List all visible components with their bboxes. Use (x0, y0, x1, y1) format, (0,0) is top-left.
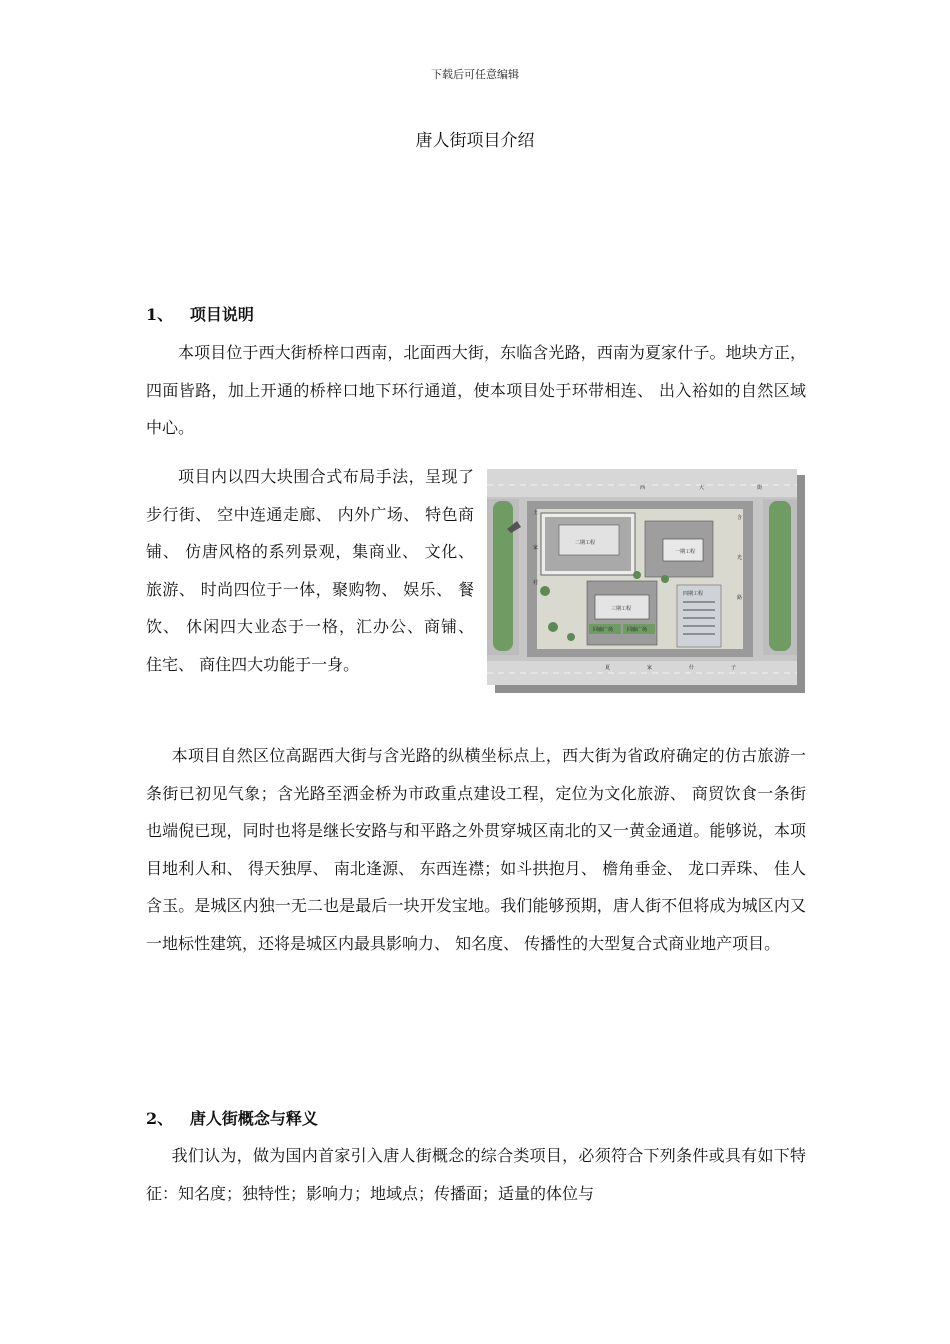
street-south-char-2: 家 (647, 665, 653, 671)
section1-paragraph-2: 项目内以四大块围合式布局手法，呈现了步行街、 空中连通走廊、 内外广场、 特色商铺、 仿唐风格的系列景观，集商业、 文化、 旅游、 时尚四位于一体，聚购物、 娱乐、 餐饮、 休闲四大业态于一格，汇办公、商铺、 住宅、 商住四大功能于一身。 (146, 467, 474, 674)
document-title: 唐人街项目介绍 (415, 131, 535, 151)
section2-paragraph-1: 我们认为，做为国内首家引入唐人街概念的综合类项目，必须符合下列条件或具有如下特征：知名度；独特性；影响力；地域点；传播面；适量的体位与 (146, 1146, 806, 1203)
street-south-char-3: 什 (689, 665, 695, 671)
street-east-char-1: 含 (737, 515, 743, 521)
phase-three-label: 三期工程 (611, 606, 632, 612)
street-west-char-3: 村 (533, 580, 539, 586)
street-west-char-2: 家 (533, 545, 539, 551)
street-east-char-3: 路 (737, 595, 743, 601)
street-south-char-4: 子 (731, 665, 737, 671)
section1-paragraph-1: 本项目位于西大街桥梓口西南，北面西大街，东临含光路，西南为夏家什子。地块方正，四面皆路，加上开通的桥梓口地下环行通道，使本项目处于环带相连、 出入裕如的自然区域中心。 (146, 343, 806, 438)
street-north-char-1: 西 (640, 485, 646, 491)
street-east-char-2: 光 (737, 555, 743, 561)
plaza-label-a: 回廊广场 (593, 627, 614, 633)
section1-heading: 1、 项目说明 (146, 305, 254, 324)
street-north-char-2: 大 (699, 485, 705, 491)
plaza-label-b: 回廊广场 (627, 627, 648, 633)
site-plan-image (487, 469, 805, 693)
header-note: 下载后可任意编辑 (431, 68, 519, 81)
phase-one-label: 一期工程 (675, 549, 696, 555)
phase-two-label: 二期工程 (575, 540, 596, 546)
street-south-char-1: 夏 (605, 665, 611, 671)
section2-heading: 2、 唐人街概念与释义 (146, 1109, 318, 1128)
street-west-char-1: 土 (533, 510, 539, 516)
street-north-char-3: 街 (757, 485, 763, 491)
section1-paragraph-3: 本项目自然区位高踞西大街与含光路的纵横坐标点上，西大街为省政府确定的仿古旅游一条街已初见气象；含光路至洒金桥为市政重点建设工程，定位为文化旅游、 商贸饮食一条街也端倪已现，同时也将是继长安路与和平路之外贯穿城区南北的又一黄金通道。能够说，本项目地利人和、 得天独厚、 南北逢源、 东西连襟；如斗拱抱月、 檐角垂金、 龙口弄珠、 佳人含玉。是城区内独一无二也是最后一块开发宝地。我们能够预期，唐人街不但将成为城区内又一地标性建筑，还将是城区内最具影响力、 知名度、 传播性的大型复合式商业地产项目。 (146, 746, 806, 953)
phase-four-label: 四期工程 (683, 591, 704, 597)
